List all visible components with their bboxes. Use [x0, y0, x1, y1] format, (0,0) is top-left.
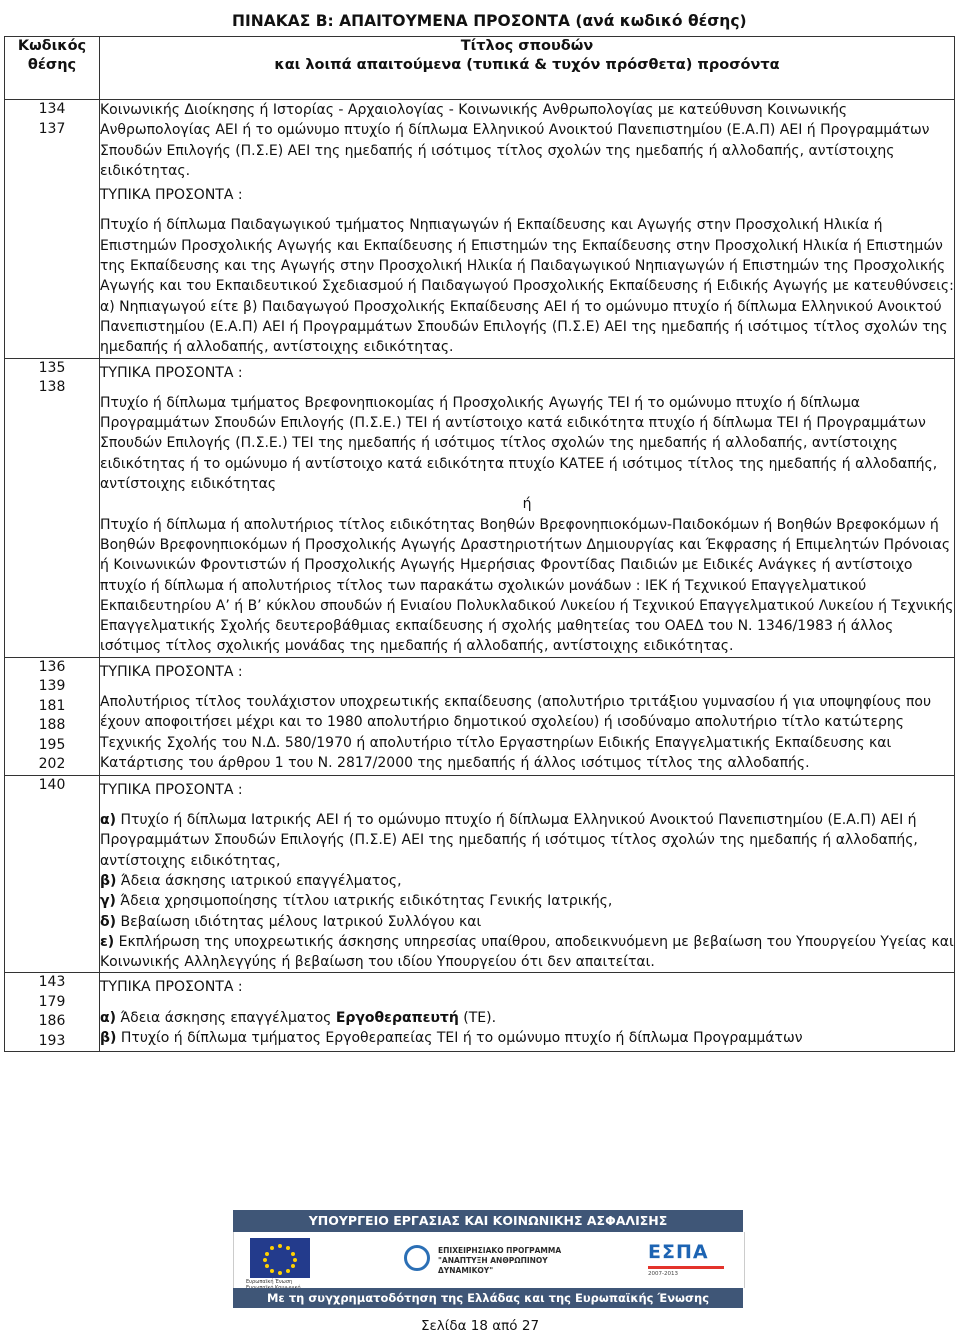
requirements-table — [4, 36, 955, 1052]
qualification-item — [100, 932, 954, 973]
position-code: 139 — [38, 678, 66, 695]
qualification-item — [100, 871, 954, 891]
item-marker: β) — [100, 1029, 117, 1046]
espa-logo — [644, 1238, 728, 1282]
position-code: 202 — [38, 756, 66, 773]
position-codes — [5, 100, 100, 359]
column-header-desc-line1: Τίτλος σπουδών — [460, 38, 594, 54]
position-code: 188 — [38, 717, 66, 734]
item-text: Άδεια άσκησης ιατρικού επαγγέλματος, — [116, 872, 402, 889]
column-header-code-line1: Κωδικός — [17, 38, 87, 54]
programme-line2: "ΑΝΑΠΤΥΞΗ ΑΝΘΡΩΠΙΝΟΥ ΔΥΝΑΜΙΚΟΥ" — [438, 1256, 548, 1275]
item-emphasis: Εργοθεραπευτή — [335, 1009, 459, 1026]
qualifications-cell — [100, 775, 955, 973]
or-separator: ή — [522, 496, 532, 513]
position-code: 140 — [38, 776, 66, 793]
qualification-text: Απολυτήριος τίτλος τουλάχιστον υποχρεωτικής εκπαίδευσης (απολυτήριο τριτάξιου γυμνασίου ή για υποψηφίους που έχουν αποφοιτήσει μέχρι και το 1980 απολυτήριο δημοτικού σχολείου) ή ισοδύναμο απολυτήριο τίτλο κατώτερης Τεχνικής Σχολής του Ν.Δ. 580/1970 ή απολυτήριο τίτλο Εργαστηρίων Ειδικής Επαγγελματικής Εκπαίδευσης και Κατάρτισης του άρθρου 1 του Ν. 2817/2000 της ημεδαπής ή άλλος ισότιμος τίτλος της αλλοδαπής. — [100, 694, 932, 771]
qualification-text: Πτυχίο ή δίπλωμα Παιδαγωγικού τμήματος Νηπιαγωγών ή Εκπαίδευσης και Αγωγής στην Προσχολική Ηλικία ή Επιστημών Προσχολικής Αγωγής και Εκπαίδευσης ή Επιστημών της Εκπαίδευσης στην Προσχολική Ηλικία ή Επιστημών της Εκπαίδευσης και της Αγωγής στην Προσχολική Ηλικία ή Παιδαγωγικού Νηπιαγωγών ή Επιστημών της Προσχολικής Αγωγής και του Εκπαιδευτικού Σχεδιασμού ή Παιδαγωγού Προσχολικής Εκπαίδευσης ή Ειδικής Αγωγής με κατευθύνσεις: α) Νηπιαγωγού είτε β) Παιδαγωγού Προσχολικής Εκπαίδευσης ΑΕΙ ή το ομώνυμο πτυχίο ή δίπλωμα Ελληνικού Ανοικτού Πανεπιστημίου (Ε.Α.Π) ΑΕΙ ή Προγραμμάτων Σπουδών Επιλογής (Π.Σ.Ε) ΑΕΙ της ημεδαπής ή ισότιμος τίτλος σχολών της ημεδαπής ή αλλοδαπής, αντίστοιχης ειδικότητας. — [100, 217, 954, 356]
formal-qualifications-label: ΤΥΠΙΚΑ ΠΡΟΣΟΝΤΑ : — [100, 781, 243, 798]
item-text: Άδεια χρησιμοποίησης τίτλου ιατρικής ειδικότητας Γενικής Ιατρικής, — [115, 893, 613, 910]
position-code: 179 — [38, 993, 66, 1010]
qualification-item — [100, 810, 954, 871]
table-header-row — [5, 37, 955, 100]
position-codes — [5, 973, 100, 1052]
position-code: 137 — [38, 120, 66, 137]
qualifications-cell — [100, 100, 955, 359]
formal-qualifications-label: ΤΥΠΙΚΑ ΠΡΟΣΟΝΤΑ : — [100, 979, 243, 996]
operational-programme-logo — [404, 1242, 584, 1278]
position-codes — [5, 358, 100, 657]
column-header-description — [100, 37, 955, 100]
cofinance-band: Με τη συγχρηματοδότηση της Ελλάδας και της Ευρωπαϊκής Ένωσης — [233, 1288, 743, 1308]
item-marker: β) — [100, 872, 117, 889]
qualification-text: Πτυχίο ή δίπλωμα τμήματος Βρεφονηπιοκομίας ή Προσχολικής Αγωγής ΤΕΙ ή το ομώνυμο πτυχίο ή δίπλωμα Προγραμμάτων Σπουδών Επιλογής (Π.Σ.Ε.) ΤΕΙ ή αντίστοιχο κατά ειδικότητα πτυχίο ή δίπλωμα ΤΕΙ ή Προγραμμάτων Σπουδών Επιλογής (Π.Σ.Ε.) ΤΕΙ της ημεδαπής ή ισότιμος τίτλος σχολών της ημεδαπής ή αλλοδαπής, αντίστοιχης ειδικότητας ή το ομώνυμο ή αντίστοιχο κατά ειδικότητα πτυχίο ΚΑΤΕΕ ή ισότιμος τίτλος της ημεδαπής ή αλλοδαπής, αντίστοιχης ειδικότητας — [100, 394, 938, 493]
position-codes — [5, 775, 100, 973]
position-code: 186 — [38, 1013, 66, 1030]
item-marker: ε) — [100, 933, 115, 950]
formal-qualifications-label: ΤΥΠΙΚΑ ΠΡΟΣΟΝΤΑ : — [100, 663, 243, 680]
position-code: 195 — [38, 736, 66, 753]
item-text: Πτυχίο ή δίπλωμα τμήματος Εργοθεραπείας ΤΕΙ ή το ομώνυμο πτυχίο ή δίπλωμα Προγραμμάτων — [116, 1029, 803, 1046]
table-row — [5, 775, 955, 973]
funding-banner — [233, 1210, 743, 1310]
position-code: 136 — [38, 658, 66, 675]
eu-flag-icon — [250, 1238, 310, 1278]
qualifications-cell — [100, 358, 955, 657]
logos-strip — [233, 1232, 745, 1288]
espa-wordmark: ΕΣΠΑ — [648, 1241, 709, 1263]
table-row — [5, 100, 955, 359]
formal-qualifications-label: ΤΥΠΙΚΑ ΠΡΟΣΟΝΤΑ : — [100, 364, 243, 381]
position-code: 193 — [38, 1032, 66, 1049]
item-marker: α) — [100, 1009, 117, 1026]
column-header-code — [5, 37, 100, 100]
table-row — [5, 358, 955, 657]
item-text: Εκπλήρωση της υποχρεωτικής άσκησης υπηρεσίας υπαίθρου, αποδεικνυόμενη με βεβαίωση του Υπουργείου Υγείας και Κοινωνικής Αλληλεγγύης ή βεβαίωση του ιδίου Υπουργείου ότι δεν απαιτείται. — [100, 933, 954, 971]
column-header-desc-line2: και λοιπά απαιτούμενα (τυπικά & τυχόν πρόσθετα) προσόντα — [274, 57, 780, 73]
ministry-band: ΥΠΟΥΡΓΕΙΟ ΕΡΓΑΣΙΑΣ ΚΑΙ ΚΟΙΝΩΝΙΚΗΣ ΑΣΦΑΛΙΣΗΣ — [233, 1210, 743, 1232]
page-header — [4, 4, 954, 36]
position-code: 138 — [38, 379, 66, 396]
column-header-code-line2: θέσης — [27, 57, 77, 73]
item-text: (ΤΕ). — [458, 1009, 497, 1026]
table-row — [5, 973, 955, 1052]
item-marker: δ) — [100, 913, 117, 930]
position-code: 143 — [38, 974, 66, 991]
programme-emblem-icon — [404, 1245, 430, 1271]
qualification-text: Πτυχίο ή δίπλωμα ή απολυτήριος τίτλος ειδικότητας Βοηθών Βρεφονηπιοκόμων-Παιδοκόμων ή Βοηθών Βρεφοκόμων ή Βοηθών Βρεφονηπιοκόμων ή Προσχολικής Αγωγής Δραστηριοτήτων Δημιουργίας και Έκφρασης ή Επιμελητών Πρόνοιας ή Κοινωνικών Φροντιστών ή Προσχολικής Αγωγής Ημερήσιας Φροντίδας Παιδιών με Ειδικές Ανάγκες ή αντίστοιχο πτυχίο ή δίπλωμα ή απολυτήριος τίτλος των παρακάτω σχολικών μονάδων : ΙΕΚ ή Τεχνικού Επαγγελματικού Εκπαιδευτηρίου Α’ ή Β’ κύκλου σπουδών ή Ενιαίου Πολυκλαδικού Λυκείου ή Τεχνικού Επαγγελματικού Λυκείου ή Τεχνικής Επαγγελματικής Σχολής δευτεροβάθμιας εκπαίδευσης ή σχολής μαθητείας του ΟΑΕΔ του Ν. 1346/1983 ή άλλος ισότιμος τίτλος σχολικής μονάδας της ημεδαπής ή αλλοδαπής, αντίστοιχης ειδικότητας. — [100, 516, 954, 655]
espa-period: 2007-2013 — [648, 1271, 678, 1277]
position-code: 134 — [38, 101, 66, 117]
item-text: Άδεια άσκησης επαγγέλματος — [116, 1009, 336, 1026]
programme-line1: ΕΠΙΧΕΙΡΗΣΙΑΚΟ ΠΡΟΓΡΑΜΜΑ — [438, 1246, 562, 1255]
espa-underline — [648, 1266, 724, 1269]
position-codes — [5, 657, 100, 775]
qualification-item — [100, 1008, 954, 1028]
item-marker: α) — [100, 812, 117, 829]
qualification-text: Κοινωνικής Διοίκησης ή Ιστορίας - Αρχαιολογίας - Κοινωνικής Ανθρωπολογίας με κατεύθυνση Κοινωνικής Ανθρωπολογίας ΑΕΙ ή το ομώνυμο πτυχίο ή δίπλωμα Ελληνικού Ανοικτού Πανεπιστημίου (Ε.Α.Π) ΑΕΙ ή Προγραμμάτων Σπουδών Επιλογής (Π.Σ.Ε) ΑΕΙ της ημεδαπής ή ισότιμος τίτλος σχολών της ημεδαπής ή αλλοδαπής, αντίστοιχης ειδικότητας. — [100, 102, 930, 179]
page-number: Σελίδα 18 από 27 — [420, 1318, 540, 1334]
table-row — [5, 657, 955, 775]
item-marker: γ) — [100, 893, 116, 910]
item-text: Πτυχίο ή δίπλωμα Ιατρικής ΑΕΙ ή το ομώνυμο πτυχίο ή δίπλωμα Ελληνικού Ανοικτού Πανεπιστημίου (Ε.Α.Π) ΑΕΙ ή Προγραμμάτων Σπουδών Επιλογής (Π.Σ.Ε) ΑΕΙ της ημεδαπής ή ισότιμος τίτλος σχολών της ημεδαπής ή αλλοδαπής, αντίστοιχης ειδικότητας, — [100, 812, 918, 869]
position-code: 135 — [38, 359, 66, 376]
qualifications-cell — [100, 973, 955, 1052]
eu-caption: Ευρωπαϊκή Ένωση — [246, 1279, 293, 1285]
qualification-item — [100, 891, 954, 911]
programme-name — [438, 1246, 584, 1276]
formal-qualifications-label: ΤΥΠΙΚΑ ΠΡΟΣΟΝΤΑ : — [100, 187, 243, 204]
position-code: 181 — [38, 697, 66, 714]
qualification-item — [100, 1028, 954, 1048]
table-title: ΠΙΝΑΚΑΣ Β: ΑΠΑΙΤΟΥΜΕΝΑ ΠΡΟΣΟΝΤΑ (ανά κωδικό θέσης) — [232, 12, 747, 30]
item-text: Βεβαίωση ιδιότητας μέλους Ιατρικού Συλλόγου και — [116, 913, 482, 930]
qualifications-cell — [100, 657, 955, 775]
qualification-item — [100, 912, 954, 932]
